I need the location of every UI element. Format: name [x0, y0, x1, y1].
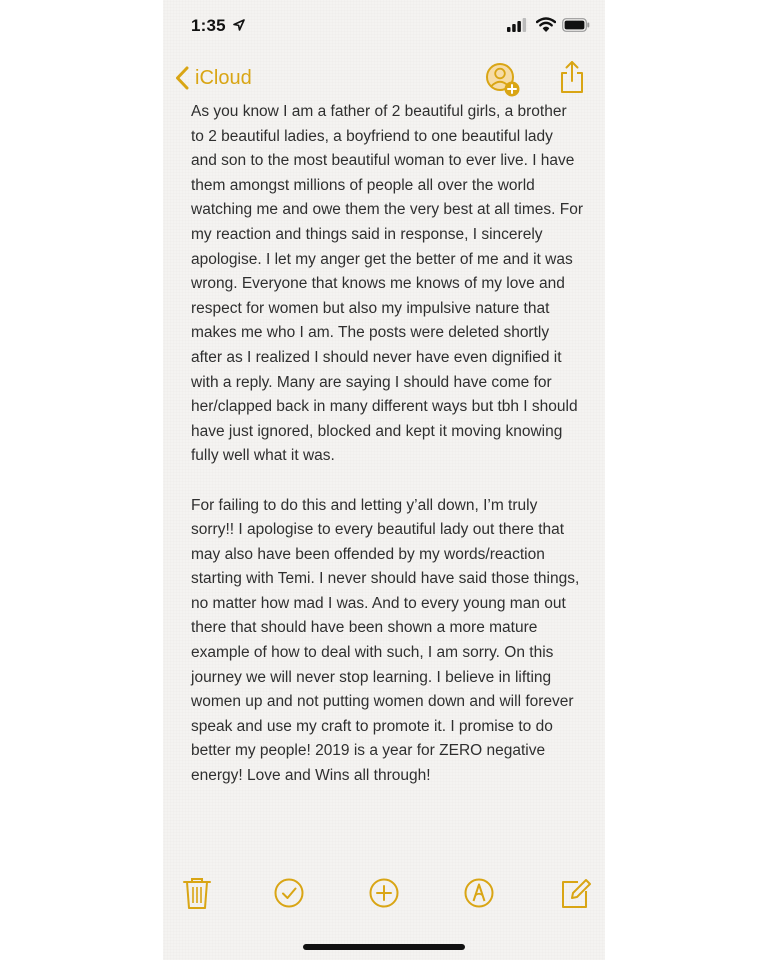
share-icon[interactable] [559, 60, 585, 94]
note-paragraph-2: For failing to do this and letting y’all down, I’m truly sorry!! I apologise to every beautiful lady out there that may also have been offended by my words/reaction starting with Temi. I never should have said those things, no matter how mad I was. And to every young man out there that should have been shown a more mature example of how to deal with such, I am sorry. On this journey we will never stop learning. I believe in lifting women up and not putting women down and will forever speak and use my craft to promote it. I promise to do better my people! 2019 is a year for ZERO negative energy! Love and Wins all through! [191, 496, 580, 785]
checklist-icon[interactable] [273, 876, 305, 910]
navigation-bar [163, 56, 605, 102]
home-indicator[interactable] [303, 944, 465, 950]
status-bar [163, 0, 605, 52]
add-person-icon[interactable] [485, 62, 521, 98]
compose-icon[interactable] [559, 876, 591, 910]
markup-icon[interactable] [463, 876, 495, 910]
trash-icon[interactable] [181, 876, 213, 910]
chevron-left-icon [175, 66, 189, 90]
back-button[interactable] [175, 62, 252, 94]
note-body[interactable] [191, 100, 583, 813]
add-icon[interactable] [368, 876, 400, 910]
back-label: iCloud [195, 66, 252, 89]
signal-icon [507, 18, 527, 32]
location-arrow-icon [233, 19, 245, 31]
notes-screen [163, 0, 605, 960]
wifi-icon [536, 17, 556, 32]
note-paragraph-1: As you know I am a father of 2 beautiful girls, a brother to 2 beautiful ladies, a boyfriend to one beautiful lady and son to the most beautiful woman to ever live. I have them amongst millions of people all over the world watching me and owe them the very best at all times. For my reaction and things said in response, I sincerely apologise. I let my anger get the better of me and it was wrong. Everyone that knows me knows of my love and respect for women but also my impulsive nature that makes me who I am. The posts were deleted shortly after as I realized I should never have even dignified it with a reply. Many are saying I should have come for her/clapped back in many different ways but tbh I should have just ignored, blocked and kept it moving knowing fully well what it was. [191, 103, 583, 465]
status-time: 1:35 [191, 16, 226, 35]
battery-icon [562, 18, 590, 32]
bottom-toolbar [163, 872, 605, 916]
